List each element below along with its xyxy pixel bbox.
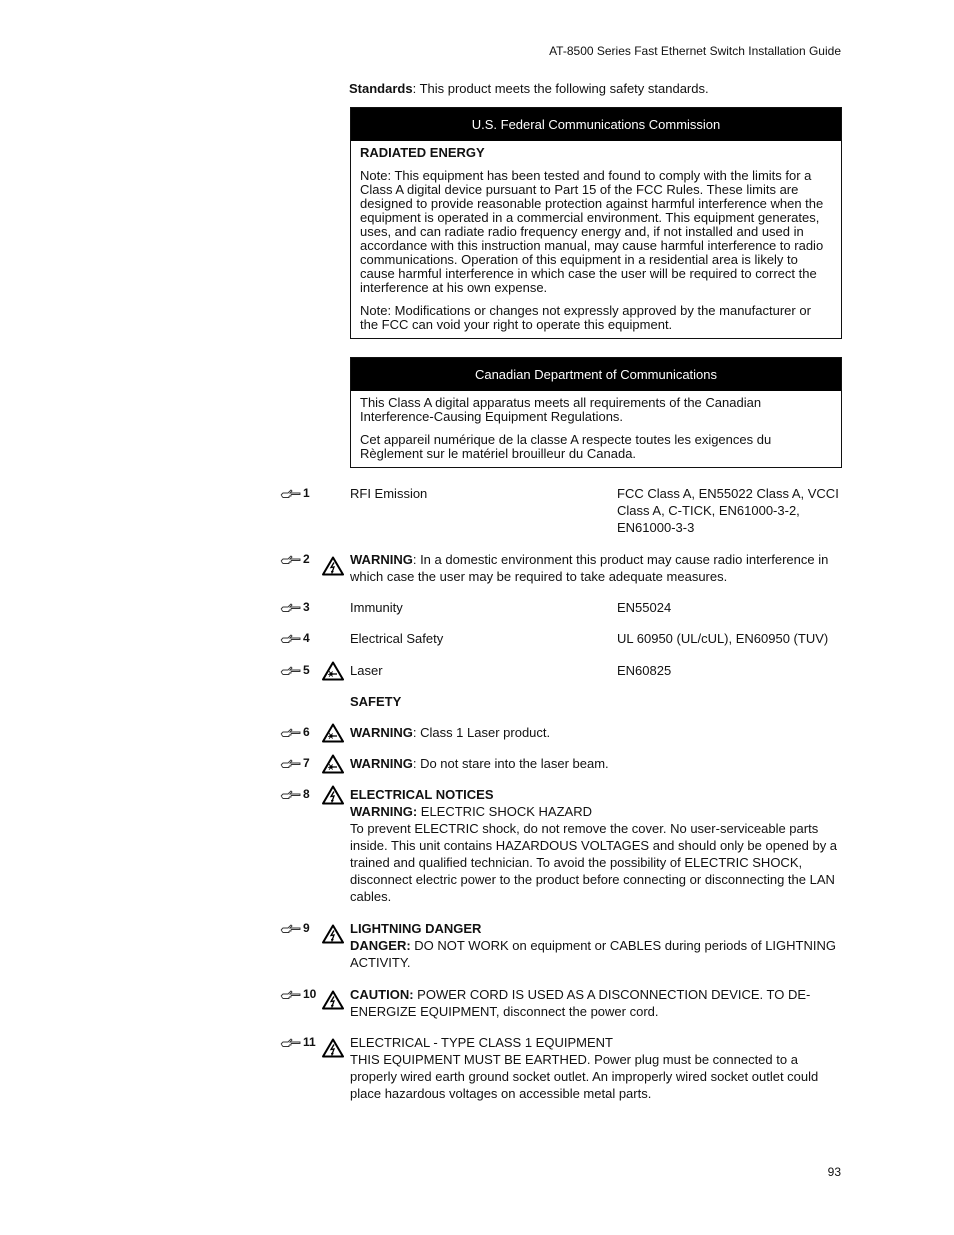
caution-text: POWER CORD IS USED AS A DISCONNECTION DEVICE. TO DE-ENERGIZE EQUIPMENT, disconnect the power cord.	[350, 987, 811, 1019]
item-number: 11	[303, 1035, 316, 1049]
warning-text: To prevent ELECTRIC shock, do not remove the cover. No user-serviceable parts inside. This unit contains HAZARDOUS VOLTAGES and should only be opened by a trained and qualified technician. To avoid the possibility of ELECTRIC SHOCK, disconnect electric power to the product before connecting or disconnecting the LAN cables.	[350, 821, 838, 904]
running-header: AT-8500 Series Fast Ethernet Switch Installation Guide	[549, 44, 841, 58]
pointing-hand-icon	[280, 600, 302, 614]
item-text	[350, 986, 838, 1020]
item-text	[350, 724, 838, 741]
electric-shock-warning-icon	[322, 924, 344, 944]
canada-box	[350, 357, 842, 468]
item-number: 3	[303, 600, 310, 614]
pointing-hand-icon	[280, 987, 302, 1001]
electric-shock-warning-icon	[322, 1038, 344, 1058]
fcc-paragraph-1: Note: This equipment has been tested and found to comply with the limits for a Class A digital device pursuant to Part 15 of the FCC Rules. These limits are designed to provide reasonable protection against harmful interference when the equipment is operated in a commercial environment. This equipment generates, uses, and can radiate radio frequency energy and, if not installed and used in accordance with this instruction manual, may cause harmful interference to radio communications. Operation of this equipment in a residential area is likely to cause harmful interference in which case the user will be required to correct the interference at his own expense.	[360, 168, 824, 295]
fcc-box-title: U.S. Federal Communications Commission	[351, 108, 841, 141]
warning-label: WARNING	[350, 756, 413, 771]
item-number: 10	[303, 987, 317, 1001]
page-number: 93	[827, 1165, 841, 1179]
pointing-hand-icon	[280, 631, 302, 645]
pointing-hand-icon	[280, 725, 302, 739]
warning-text: : In a domestic environment this product may cause radio interference in which case the user may be required to take adequate measures.	[350, 552, 829, 584]
item-body: THIS EQUIPMENT MUST BE EARTHED. Power plug must be connected to a properly wired earth ground socket outlet. An improperly wired socket outlet could place hazardous voltages on accessible metal parts.	[350, 1052, 819, 1101]
canada-paragraph-1: This Class A digital apparatus meets all requirements of the Canadian Interference-Causing Equipment Regulations.	[360, 395, 762, 424]
fcc-box	[350, 107, 842, 339]
warning-label: WARNING	[350, 552, 413, 567]
item-heading: LIGHTNING DANGER	[350, 921, 482, 936]
laser-warning-icon	[322, 723, 344, 743]
item-number: 7	[303, 756, 310, 770]
warning-text: : Do not stare into the laser beam.	[412, 756, 609, 771]
pointing-hand-icon	[280, 1035, 302, 1049]
danger-text: DO NOT WORK on equipment or CABLES during periods of LIGHTNING ACTIVITY.	[350, 938, 836, 970]
item-text	[350, 1034, 838, 1102]
pointing-hand-icon	[280, 756, 302, 770]
laser-warning-icon	[322, 661, 344, 681]
item-number: 9	[303, 921, 310, 935]
warning-subtitle: ELECTRIC SHOCK HAZARD	[417, 804, 592, 819]
laser-warning-icon	[322, 754, 344, 774]
pointing-hand-icon	[280, 552, 302, 566]
warning-label: WARNING:	[350, 804, 418, 819]
electric-shock-warning-icon	[322, 990, 344, 1010]
item-label: RFI Emission	[350, 486, 428, 501]
fcc-heading: RADIATED ENERGY	[360, 145, 485, 160]
item-text	[350, 920, 838, 971]
pointing-hand-icon	[280, 921, 302, 935]
pointing-hand-icon	[280, 486, 302, 500]
item-text	[350, 551, 838, 585]
item-value: EN60825	[617, 663, 672, 678]
item-number: 2	[303, 552, 310, 566]
pointing-hand-icon	[280, 787, 302, 801]
item-text	[350, 786, 838, 905]
item-label: Electrical Safety	[350, 631, 444, 646]
item-text	[350, 755, 838, 772]
item-number: 8	[303, 787, 310, 801]
item-value: FCC Class A, EN55022 Class A, VCCI Class A, C-TICK, EN61000-3-2, EN61000-3-3	[617, 486, 839, 535]
item-number: 5	[303, 663, 310, 677]
item-heading: ELECTRICAL NOTICES	[350, 787, 494, 802]
item-number: 6	[303, 725, 310, 739]
item-number: 4	[303, 631, 310, 645]
warning-text: : Class 1 Laser product.	[412, 725, 551, 740]
standards-intro	[349, 81, 709, 96]
standards-text: : This product meets the following safety standards.	[412, 81, 709, 96]
warning-label: WARNING	[350, 725, 413, 740]
item-value: EN55024	[617, 600, 672, 615]
item-value: UL 60950 (UL/cUL), EN60950 (TUV)	[617, 631, 829, 646]
canada-box-title: Canadian Department of Communications	[351, 358, 841, 391]
item-heading: ELECTRICAL - TYPE CLASS 1 EQUIPMENT	[350, 1035, 613, 1050]
item-number: 1	[303, 486, 310, 500]
fcc-paragraph-2: Note: Modifications or changes not expressly approved by the manufacturer or the FCC can void your right to operate this equipment.	[360, 303, 811, 332]
danger-label: DANGER:	[350, 938, 411, 953]
pointing-hand-icon	[280, 663, 302, 677]
safety-heading: SAFETY	[350, 694, 402, 709]
canada-paragraph-2: Cet appareil numérique de la classe A respecte toutes les exigences du Règlement sur le matériel brouilleur du Canada.	[360, 432, 772, 461]
item-label: Laser	[350, 663, 383, 678]
caution-label: CAUTION:	[350, 987, 414, 1002]
electric-shock-warning-icon	[322, 556, 344, 576]
item-label: Immunity	[350, 600, 403, 615]
standards-label: Standards	[349, 81, 413, 96]
electric-shock-warning-icon	[322, 785, 344, 805]
